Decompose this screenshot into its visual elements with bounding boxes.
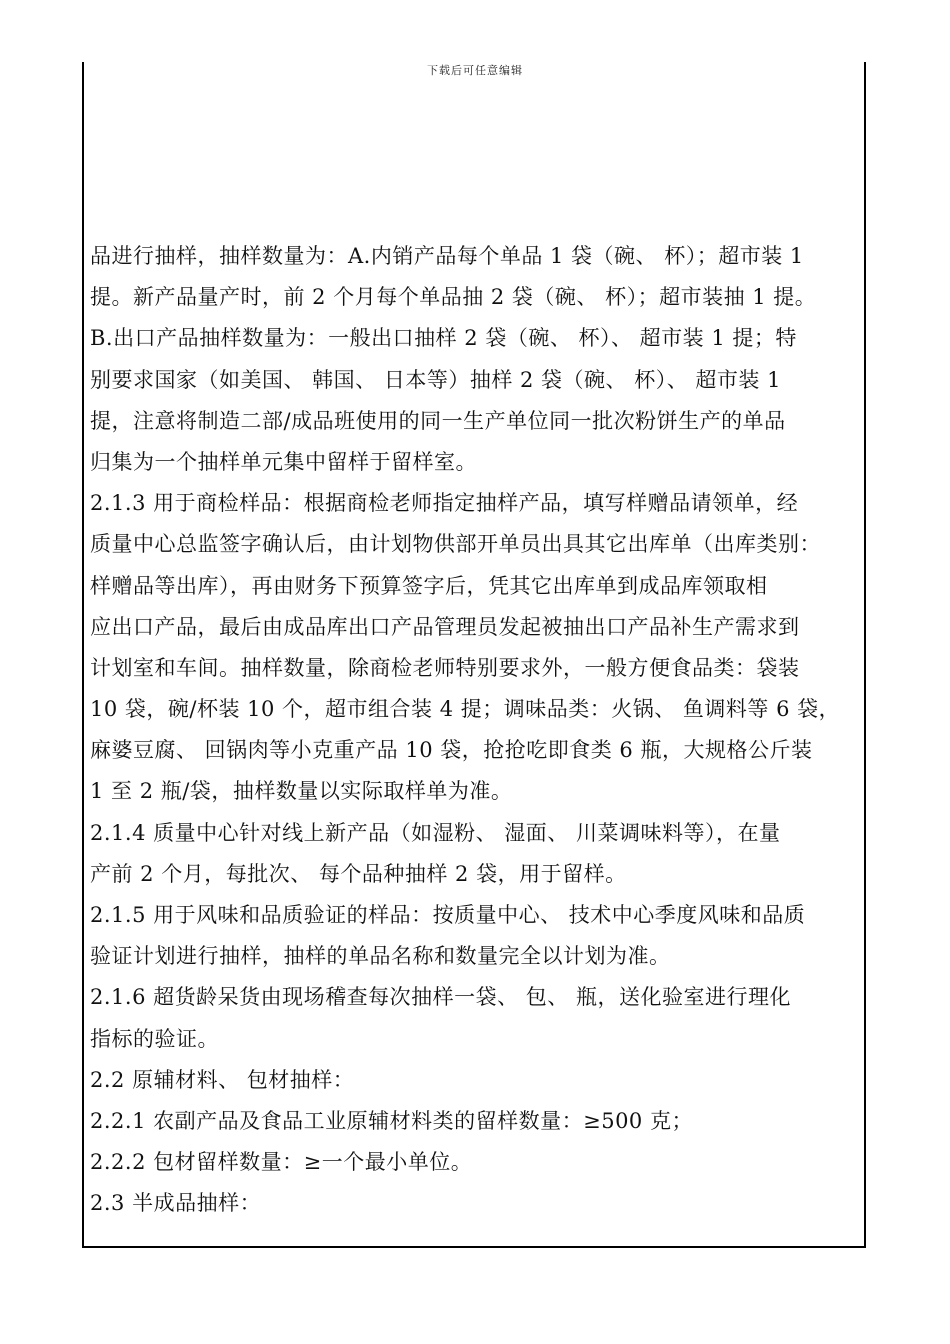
section-2-2-1: 2.2.1 农副产品及食品工业原辅材料类的留样数量：≥500 克； (90, 1108, 693, 1133)
page-header-note: 下载后可任意编辑 (427, 64, 523, 77)
document-body (90, 236, 866, 1225)
text-line: 麻婆豆腐、 回锅肉等小克重产品 10 袋，抢抢吃即食类 6 瓶，大规格公斤装 (90, 738, 813, 763)
text-line: 别要求国家（如美国、 韩国、 日本等）抽样 2 袋（碗、 杯）、 超市装 1 (90, 367, 781, 392)
section-2-1-5: 2.1.5 用于风味和品质验证的样品：按质量中心、 技术中心季度风味和品质 (90, 903, 806, 927)
text-line: 样赠品等出库），再由财务下预算签字后，凭其它出库单到成品库领取相 (90, 573, 768, 598)
text-line: 指标的验证。 (90, 1026, 219, 1051)
text-line: 10 袋，碗/杯装 10 个，超市组合装 4 提；调味品类：火锅、 鱼调料等 6 袋， (90, 697, 841, 722)
section-2-1-6: 2.1.6 超货龄呆货由现场稽查每次抽样一袋、 包、 瓶，送化验室进行理化 (90, 985, 791, 1010)
section-2-1-3: 2.1.3 用于商检样品：根据商检老师指定抽样产品，填写样赠品请领单，经 (90, 491, 799, 516)
text-line: 验证计划进行抽样，抽样的单品名称和数量完全以计划为准。 (90, 944, 671, 969)
text-line: 归集为一个抽样单元集中留样于留样室。 (90, 449, 477, 474)
text-line: 1 至 2 瓶/袋，抽样数量以实际取样单为准。 (90, 779, 513, 804)
text-line: B.出口产品抽样数量为：一般出口抽样 2 袋（碗、 杯）、 超市装 1 提；特 (90, 326, 797, 351)
text-line: 提，注意将制造二部/成品班使用的同一生产单位同一批次粉饼生产的单品 (90, 408, 786, 433)
text-line: 品进行抽样，抽样数量为：A.内销产品每个单品 1 袋（碗、 杯）；超市装 1 (90, 244, 804, 268)
text-line: 质量中心总监签字确认后，由计划物供部开单员出具其它出库单（出库类别： (90, 532, 821, 557)
text-line: 提。新产品量产时，前 2 个月每个单品抽 2 袋（碗、 杯）；超市装抽 1 提。 (90, 285, 817, 310)
section-2-3: 2.3 半成品抽样： (90, 1191, 262, 1216)
text-line: 计划室和车间。抽样数量，除商检老师特别要求外，一般方便食品类：袋装 (90, 655, 800, 680)
section-2-2: 2.2 原辅材料、 包材抽样： (90, 1067, 355, 1092)
text-line: 应出口产品，最后由成品库出口产品管理员发起被抽出口产品补生产需求到 (90, 614, 800, 639)
text-line: 产前 2 个月，每批次、 每个品种抽样 2 袋，用于留样。 (90, 861, 627, 886)
section-2-1-4: 2.1.4 质量中心针对线上新产品（如湿粉、 湿面、 川菜调味料等），在量 (90, 820, 781, 845)
section-2-2-2: 2.2.2 包材留样数量：≥一个最小单位。 (90, 1150, 473, 1175)
